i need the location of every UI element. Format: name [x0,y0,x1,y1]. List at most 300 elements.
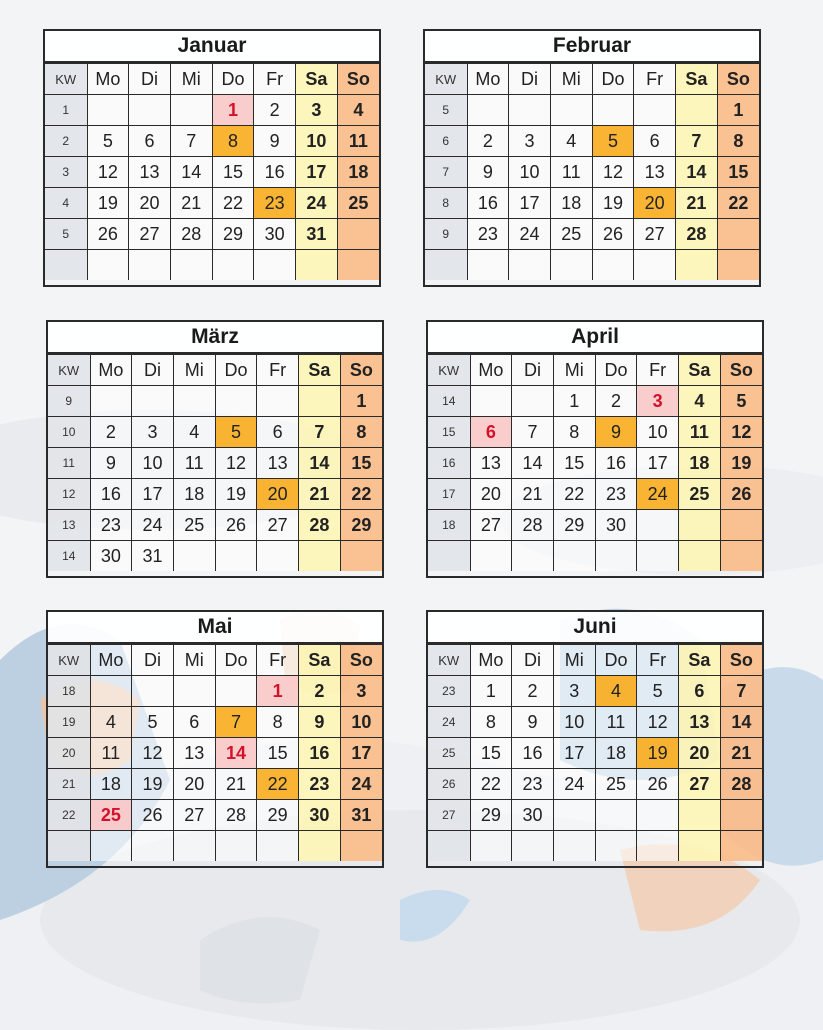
day-cell [720,831,762,862]
day-cell [720,541,762,572]
day-cell [87,250,129,281]
day-cell: 13 [173,738,215,769]
day-cell: 28 [512,510,554,541]
week-number-header: KW [45,64,87,95]
week-row [428,831,762,862]
day-cell: 1 [717,95,759,126]
day-cell: 2 [512,676,554,707]
day-cell [717,219,759,250]
day-cell: 7 [676,126,718,157]
week-row [428,386,762,417]
day-cell: 30 [254,219,296,250]
day-cell: 3 [132,417,174,448]
day-cell [296,250,338,281]
week-row [425,250,759,281]
day-cell [340,831,382,862]
day-cell [595,541,637,572]
day-cell: 24 [296,188,338,219]
day-cell: 9 [254,126,296,157]
week-row [48,479,382,510]
day-cell: 9 [90,448,132,479]
day-cell: 25 [550,219,592,250]
day-cell: 18 [595,738,637,769]
day-cell: 23 [595,479,637,510]
day-cell [87,95,129,126]
day-cell [173,831,215,862]
month-calendar-juni [426,610,764,868]
day-cell [173,386,215,417]
day-cell: 7 [512,417,554,448]
day-cell [676,250,718,281]
day-cell: 10 [132,448,174,479]
day-cell: 3 [340,676,382,707]
day-cell: 14 [720,707,762,738]
day-cell [215,676,257,707]
day-cell: 29 [470,800,512,831]
day-cell: 12 [215,448,257,479]
day-cell [215,386,257,417]
weekday-header: Fr [257,645,299,676]
week-row [45,95,379,126]
highlighted-day-cell: 23 [254,188,296,219]
week-number-cell [428,831,470,862]
day-cell: 15 [717,157,759,188]
highlighted-day-cell: 20 [257,479,299,510]
day-cell: 15 [340,448,382,479]
week-number-header: KW [428,355,470,386]
day-cell [170,95,212,126]
day-cell [637,831,679,862]
weekday-header: Mi [553,355,595,386]
highlighted-day-cell: 7 [215,707,257,738]
day-cell [720,800,762,831]
day-cell: 11 [679,417,721,448]
month-title: April [428,322,762,354]
week-row [45,157,379,188]
day-cell: 21 [299,479,341,510]
week-row [48,510,382,541]
day-cell [129,95,171,126]
weekday-header: Sa [679,645,721,676]
week-row [48,800,382,831]
day-cell: 13 [679,707,721,738]
day-cell: 7 [299,417,341,448]
week-number-cell: 23 [428,676,470,707]
day-cell: 18 [337,157,379,188]
day-cell: 16 [595,448,637,479]
day-cell: 25 [595,769,637,800]
weekday-header: Sa [296,64,338,95]
day-cell [512,386,554,417]
weekday-header: Di [509,64,551,95]
day-cell: 6 [257,417,299,448]
day-cell: 27 [679,769,721,800]
day-cell: 14 [299,448,341,479]
week-row [45,126,379,157]
day-cell: 30 [299,800,341,831]
day-cell: 4 [679,386,721,417]
day-cell [215,831,257,862]
week-row [428,769,762,800]
day-cell: 21 [720,738,762,769]
day-cell: 27 [129,219,171,250]
day-cell [634,250,676,281]
week-number-cell: 9 [425,219,467,250]
day-cell: 2 [299,676,341,707]
day-cell [553,541,595,572]
day-cell: 31 [296,219,338,250]
day-cell: 12 [720,417,762,448]
day-cell [467,95,509,126]
highlighted-day-cell: 24 [637,479,679,510]
day-cell [90,676,132,707]
day-cell: 9 [512,707,554,738]
week-number-cell: 9 [48,386,90,417]
weekday-header: Di [512,355,554,386]
day-cell: 5 [132,707,174,738]
week-number-cell: 7 [425,157,467,188]
day-cell: 18 [173,479,215,510]
weekday-header: Do [592,64,634,95]
day-cell: 22 [212,188,254,219]
week-row [428,479,762,510]
day-cell: 10 [553,707,595,738]
week-row [428,800,762,831]
day-cell: 26 [637,769,679,800]
day-cell [553,800,595,831]
day-cell: 13 [129,157,171,188]
weekday-header: Mi [170,64,212,95]
day-cell: 10 [637,417,679,448]
weekday-header: So [340,355,382,386]
day-cell: 26 [720,479,762,510]
day-cell [679,510,721,541]
weekday-header: Mi [173,645,215,676]
day-cell [337,250,379,281]
day-cell: 2 [467,126,509,157]
week-row [48,417,382,448]
week-number-header: KW [428,645,470,676]
day-cell: 20 [129,188,171,219]
day-cell: 24 [132,510,174,541]
day-cell: 15 [257,738,299,769]
calendar-grid [428,354,762,571]
day-cell [132,676,174,707]
day-cell: 14 [170,157,212,188]
week-number-cell: 16 [428,448,470,479]
week-number-cell: 24 [428,707,470,738]
day-cell: 5 [720,386,762,417]
weekday-header: Mo [467,64,509,95]
day-cell: 8 [553,417,595,448]
day-cell: 19 [592,188,634,219]
week-number-cell: 1 [45,95,87,126]
week-number-cell: 12 [48,479,90,510]
day-cell [132,831,174,862]
day-cell: 10 [340,707,382,738]
day-cell: 23 [90,510,132,541]
week-number-cell: 6 [425,126,467,157]
day-cell: 26 [215,510,257,541]
day-cell: 6 [679,676,721,707]
day-cell [299,386,341,417]
day-cell: 11 [173,448,215,479]
month-title: März [48,322,382,354]
week-row [48,707,382,738]
day-cell: 4 [90,707,132,738]
week-row [428,738,762,769]
day-cell: 7 [720,676,762,707]
day-cell: 22 [470,769,512,800]
day-cell [132,386,174,417]
day-cell: 9 [467,157,509,188]
week-number-cell: 4 [45,188,87,219]
week-row [428,707,762,738]
day-cell: 14 [676,157,718,188]
week-row [48,541,382,572]
day-cell: 22 [340,479,382,510]
day-cell: 16 [254,157,296,188]
week-row [48,448,382,479]
day-cell [595,831,637,862]
day-cell: 20 [470,479,512,510]
day-cell: 14 [512,448,554,479]
highlighted-day-cell: 9 [595,417,637,448]
calendar-grid [48,644,382,861]
day-cell [257,386,299,417]
day-cell: 2 [254,95,296,126]
day-cell [299,831,341,862]
day-cell: 17 [509,188,551,219]
day-cell: 27 [470,510,512,541]
day-cell: 23 [512,769,554,800]
day-cell: 10 [509,157,551,188]
week-row [48,676,382,707]
day-cell: 11 [595,707,637,738]
week-row [425,95,759,126]
week-number-header: KW [48,355,90,386]
day-cell: 17 [637,448,679,479]
week-number-cell: 3 [45,157,87,188]
month-title: Mai [48,612,382,644]
week-number-cell: 8 [425,188,467,219]
weekday-header: Sa [299,355,341,386]
day-cell: 25 [173,510,215,541]
day-cell: 1 [470,676,512,707]
day-cell: 29 [257,800,299,831]
day-cell: 28 [215,800,257,831]
calendar-grid [48,354,382,571]
day-cell [470,386,512,417]
day-cell [170,250,212,281]
weekday-header: Di [129,64,171,95]
weekday-header: Do [215,355,257,386]
day-cell: 11 [337,126,379,157]
day-cell: 16 [512,738,554,769]
weekday-header-row [48,645,382,676]
day-cell: 27 [257,510,299,541]
weekday-header: Fr [254,64,296,95]
day-cell [173,676,215,707]
week-number-cell: 22 [48,800,90,831]
week-number-cell: 15 [428,417,470,448]
day-cell: 15 [212,157,254,188]
week-row [48,738,382,769]
weekday-header: Mi [173,355,215,386]
week-number-cell [45,250,87,281]
day-cell: 1 [553,386,595,417]
week-row [428,541,762,572]
week-row [48,769,382,800]
day-cell [212,250,254,281]
day-cell: 29 [553,510,595,541]
weekday-header: Fr [637,645,679,676]
month-calendar-maerz [46,320,384,578]
day-cell: 20 [173,769,215,800]
day-cell: 4 [337,95,379,126]
day-cell: 28 [720,769,762,800]
day-cell: 6 [129,126,171,157]
day-cell [254,250,296,281]
day-cell [679,541,721,572]
day-cell: 22 [717,188,759,219]
day-cell: 31 [340,800,382,831]
day-cell: 8 [257,707,299,738]
day-cell: 21 [512,479,554,510]
calendar-grid [428,644,762,861]
day-cell: 17 [296,157,338,188]
day-cell: 12 [637,707,679,738]
day-cell: 5 [87,126,129,157]
week-number-cell [48,831,90,862]
week-row [428,417,762,448]
day-cell [299,541,341,572]
day-cell: 19 [132,769,174,800]
day-cell: 19 [87,188,129,219]
day-cell [637,510,679,541]
weekday-header: Mi [553,645,595,676]
day-cell: 13 [470,448,512,479]
day-cell: 2 [90,417,132,448]
day-cell [173,541,215,572]
week-row [45,250,379,281]
day-cell: 17 [553,738,595,769]
day-cell [679,800,721,831]
weekday-header: Do [215,645,257,676]
highlighted-day-cell: 8 [212,126,254,157]
day-cell: 24 [553,769,595,800]
weekday-header: Di [512,645,554,676]
day-cell [637,800,679,831]
day-cell [512,831,554,862]
day-cell: 9 [299,707,341,738]
day-cell [637,541,679,572]
day-cell [550,95,592,126]
day-cell: 19 [215,479,257,510]
week-number-cell: 10 [48,417,90,448]
day-cell: 1 [340,386,382,417]
weekday-header: Mo [470,355,512,386]
day-cell: 30 [512,800,554,831]
highlighted-day-cell: 4 [595,676,637,707]
weekday-header: Do [595,355,637,386]
day-cell: 3 [509,126,551,157]
day-cell: 28 [299,510,341,541]
day-cell: 18 [550,188,592,219]
week-number-cell: 18 [428,510,470,541]
week-number-cell: 13 [48,510,90,541]
day-cell: 3 [553,676,595,707]
day-cell [257,831,299,862]
week-row [428,448,762,479]
week-row [428,676,762,707]
weekday-header-row [425,64,759,95]
day-cell: 7 [170,126,212,157]
day-cell: 17 [340,738,382,769]
day-cell: 5 [637,676,679,707]
day-cell: 24 [340,769,382,800]
day-cell: 4 [173,417,215,448]
weekday-header: So [337,64,379,95]
day-cell [592,250,634,281]
day-cell: 2 [595,386,637,417]
day-cell: 26 [87,219,129,250]
day-cell: 16 [299,738,341,769]
day-cell [595,800,637,831]
week-row [48,831,382,862]
week-number-cell: 14 [428,386,470,417]
day-cell: 8 [340,417,382,448]
day-cell [340,541,382,572]
holiday-day-cell: 14 [215,738,257,769]
day-cell: 27 [634,219,676,250]
day-cell [90,831,132,862]
day-cell [337,219,379,250]
day-cell: 30 [595,510,637,541]
day-cell [509,95,551,126]
week-row [45,219,379,250]
weekday-header: Mo [87,64,129,95]
week-number-cell [428,541,470,572]
month-calendar-mai [46,610,384,868]
weekday-header: Sa [676,64,718,95]
calendar-grid [425,63,759,280]
day-cell: 16 [467,188,509,219]
day-cell: 19 [720,448,762,479]
week-row [425,157,759,188]
day-cell: 28 [170,219,212,250]
day-cell [90,386,132,417]
day-cell [553,831,595,862]
day-cell: 6 [173,707,215,738]
day-cell [129,250,171,281]
holiday-day-cell: 1 [212,95,254,126]
day-cell: 30 [90,541,132,572]
day-cell [467,250,509,281]
day-cell: 21 [170,188,212,219]
week-number-cell: 27 [428,800,470,831]
day-cell: 4 [550,126,592,157]
day-cell: 24 [509,219,551,250]
day-cell: 31 [132,541,174,572]
day-cell: 28 [676,219,718,250]
weekday-header: Mo [90,645,132,676]
weekday-header: So [340,645,382,676]
day-cell: 23 [299,769,341,800]
week-number-cell: 26 [428,769,470,800]
week-row [48,386,382,417]
day-cell: 3 [296,95,338,126]
